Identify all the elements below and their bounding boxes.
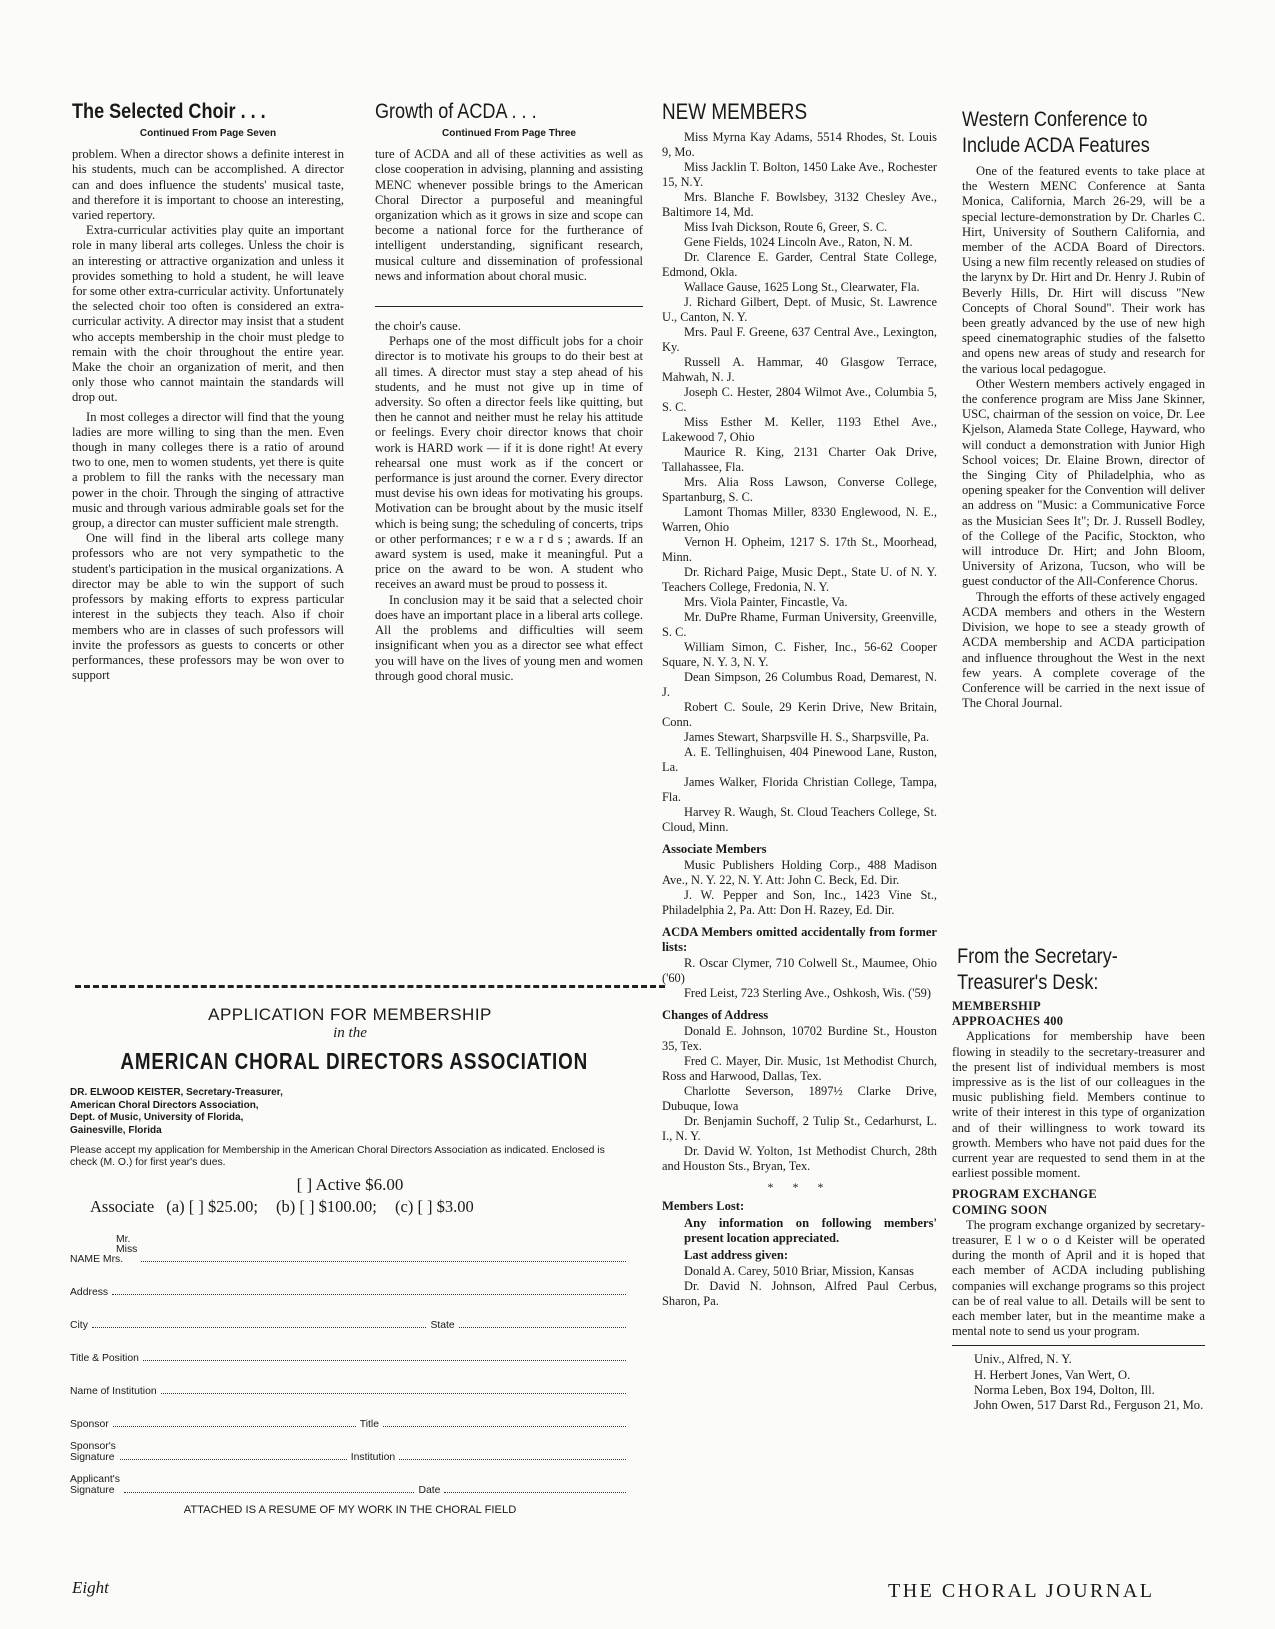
applicant-signature-field[interactable] <box>70 1463 630 1496</box>
article-title-growth-of-acda: Growth of ACDA . . . <box>375 100 537 123</box>
name-input-line[interactable] <box>141 1261 626 1262</box>
list-entry: Mr. DuPre Rhame, Furman University, Greenville, S. C. <box>662 610 937 639</box>
continued-note: Continued From Page Seven <box>139 128 277 139</box>
sponsor-signature-label <box>70 1441 116 1463</box>
list-entry: J. Richard Gilbert, Dept. of Music, St. Lawrence U., Canton, N. Y. <box>662 295 937 324</box>
list-entry: Mrs. Alia Ross Lawson, Converse College, Spartanburg, S. C. <box>662 475 937 504</box>
city-label: City <box>70 1320 88 1331</box>
name-label <box>70 1235 137 1265</box>
list-entry: Miss Esther M. Keller, 1193 Ethel Ave., Lakewood 7, Ohio <box>662 415 937 444</box>
divider <box>375 306 643 307</box>
state-input-line[interactable] <box>459 1327 626 1328</box>
sponsor-signature-field[interactable] <box>70 1430 630 1463</box>
lost-list <box>662 1264 937 1309</box>
list-entry: Mrs. Blanche F. Bowlsbey, 3132 Chesley Ave., Baltimore 14, Md. <box>662 190 937 219</box>
dashed-cut-line <box>75 985 665 988</box>
title-position-field[interactable] <box>70 1331 630 1364</box>
miss-label: Miss <box>116 1244 138 1255</box>
mr-label: Mr. <box>116 1234 131 1245</box>
mrs-label: NAME Mrs. <box>70 1254 124 1265</box>
applicant-signature-label-2: Signature <box>70 1485 115 1496</box>
divider <box>952 1345 1205 1346</box>
list-entry: Dr. David N. Johnson, Alfred Paul Cerbus, Sharon, Pa. <box>662 1279 937 1308</box>
list-entry: Dr. David W. Yolton, 1st Methodist Church, 28th and Houston Sts., Bryan, Tex. <box>662 1144 937 1173</box>
associate-membership-options <box>90 1197 630 1217</box>
list-entry: Music Publishers Holding Corp., 488 Madison Ave., N. Y. 22, N. Y. Att: John C. Beck, Ed. Dir. <box>662 858 937 887</box>
paragraph: One will find in the liberal arts college many professors who are not very sympathetic to the student's participation in the musical organizations. A director may be able to win the support of such professors by making efforts to express particular interest in the subjects they teach. Also if choir members who are in classes of such professors will invite the professors as guests to concerts or other performances, these professors may be won over to support <box>72 531 344 683</box>
list-entry: Charlotte Severson, 1897½ Clarke Drive, Dubuque, Iowa <box>662 1084 937 1113</box>
list-entry: Donald A. Carey, 5010 Briar, Mission, Kansas <box>684 1264 914 1278</box>
list-entry: Joseph C. Hester, 2804 Wilmot Ave., Columbia 5, S. C. <box>662 385 937 414</box>
paragraph: Perhaps one of the most difficult jobs for a choir director is to motivate his groups to do their best at all times. A director must stay a step ahead of his students, and he must not give up in time of adversity. So often a director feels like quitting, but then he cannot and neither must he relay his attitude or feelings. Every choir director knows that choir work is HARD work — if it is done right! At every rehearsal one must work as if the concert or performance is just around the corner. Every director must devise his own ideas for motivating his groups. Motivation can be brought about by the music itself which is being sung; the scheduling of concerts, trips or other performances; r e w a r d s ; awards. If an award system is used, make it meaningful. Put a price on the award to be won. A student who receives an award must be proud to possess it. <box>375 334 643 592</box>
column-selected-choir <box>72 100 344 683</box>
list-entry: Fred Leist, 723 Sterling Ave., Oshkosh, Wis. ('59) <box>684 986 932 1000</box>
membership-heading-2: APPROACHES 400 <box>952 1014 1064 1029</box>
sponsor-input-line[interactable] <box>113 1426 356 1427</box>
list-entry: Wallace Gause, 1625 Long St., Clearwater, Fla. <box>684 280 920 294</box>
sponsor-signature-label-1: Sponsor's <box>70 1441 116 1452</box>
list-entry: Vernon H. Opheim, 1217 S. 17th St., Moorhead, Minn. <box>662 535 937 564</box>
list-entry: Miss Jacklin T. Bolton, 1450 Lake Ave., Rochester 15, N.Y. <box>662 160 937 189</box>
associates-list <box>662 858 937 918</box>
list-entry: Miss Ivah Dickson, Route 6, Greer, S. C. <box>684 220 888 234</box>
list-entry: Robert C. Soule, 29 Kerin Drive, New Britain, Conn. <box>662 700 937 729</box>
paragraph: Extra-curricular activities play quite an important role in many liberal arts colleges. Unless the choir is an interesting or attractive organization and unless it provides something to hold a student, he will leave for some other extra-curricular activity. Unfortunately the selected choir too often is considered an extra-curricular activity. A director may insist that a student who accepts membership in the choir must pledge to remain with the choir throughout the entire year. Make the choir an organization of merit, and then only those who cannot maintain the standards will drop out. <box>72 223 344 405</box>
column-secretary-desk <box>952 945 1205 1413</box>
paragraph: Through the efforts of these actively engaged ACDA members and others in the Western Division, we hope to see a steady growth of ACDA membership and ACDA participation and influence throughout the West in the next few years. A complete coverage of the Conference will be carried in the next issue of The Choral Journal. <box>962 589 1205 711</box>
list-entry: Mrs. Paul F. Greene, 637 Central Ave., Lexington, Ky. <box>662 325 937 354</box>
city-state-field[interactable] <box>70 1298 630 1331</box>
list-entry: James Walker, Florida Christian College, Tampa, Fla. <box>662 775 937 804</box>
list-entry: J. W. Pepper and Son, Inc., 1423 Vine St., Philadelphia 2, Pa. Att: Don H. Razey, Ed. Dir. <box>662 888 937 917</box>
list-entry: Fred C. Mayer, Dir. Music, 1st Methodist Church, Ross and Harwood, Dallas, Tex. <box>662 1054 937 1083</box>
members-list <box>662 130 937 835</box>
paragraph: In most colleges a director will find that the young ladies are more willing to sing than the men. Even though in many colleges there is a ratio of around two to one, men to women students, yet there is quite a problem to fill the ranks with the necessary man power in the choir. Through the singing of attractive music and through various admirable goals set for the group, a director can muster sufficient male strength. <box>72 409 344 531</box>
address-line: DR. ELWOOD KEISTER, Secretary-Treasurer, <box>70 1087 283 1098</box>
publication-name: THE CHORAL JOURNAL <box>888 1580 1155 1602</box>
last-address-heading: Last address given: <box>684 1248 789 1262</box>
article-title-western-line2: Include ACDA Features <box>962 134 1150 157</box>
paragraph: In conclusion may it be said that a selected choir does have an important place in a liberal arts college. All the problems and difficulties will seem insignificant when you as a director see what effect you will have on the lives of young men and women through good choral music. <box>375 592 643 683</box>
list-entry: A. E. Tellinghuisen, 404 Pinewood Lane, Ruston, La. <box>662 745 937 774</box>
institution-name-label: Name of Institution <box>70 1386 157 1397</box>
paragraph: ture of ACDA and all of these activities as well as close cooperation in advising, planning and assisting MENC whenever possible brings to the American Choral Director a purposeful and meaningful organization which as it grows in size and scope can become a national force for the furtherance of intelligent understanding, significant research, musical culture and dissemination of professional news and information about choral music. <box>375 147 643 283</box>
list-entry: John Owen, 517 Darst Rd., Ferguson 21, Mo. <box>974 1398 1204 1413</box>
sponsor-signature-input-line[interactable] <box>120 1459 347 1460</box>
associate-option-b[interactable]: (b) [ ] $100.00; <box>276 1197 377 1216</box>
sponsor-title-label: Title <box>359 1419 379 1430</box>
list-entry: Russell A. Hammar, 40 Glasgow Terrace, Mahwah, N. J. <box>662 355 937 384</box>
state-label: State <box>430 1320 455 1331</box>
program-heading-1: PROGRAM EXCHANGE <box>952 1187 1097 1202</box>
address-label: Address <box>70 1287 109 1298</box>
institution-name-input-line[interactable] <box>161 1393 626 1394</box>
associate-option-c[interactable]: (c) [ ] $3.00 <box>395 1197 474 1216</box>
tail-list <box>952 1352 1205 1413</box>
paragraph: The program exchange organized by secretary-treasurer, E l w o o d Keister will be operated during the month of April and it is hoped that each member of ACDA including publishing companies will exchange programs so this project can be of real value to all. Details will be sent to each member later, but in the meantime make a mental note to send us your program. <box>952 1217 1205 1339</box>
changes-list <box>662 1024 937 1174</box>
article-title-selected-choir: The Selected Choir . . . <box>72 100 266 123</box>
date-input-line[interactable] <box>444 1492 626 1493</box>
column-growth-of-acda <box>375 100 643 684</box>
list-entry: Dr. Richard Paige, Music Dept., State U. of N. Y. Teachers College, Fredonia, N. Y. <box>662 565 937 594</box>
article-title-western-line1: Western Conference to <box>962 108 1148 131</box>
attached-resume-note: ATTACHED IS A RESUME OF MY WORK IN THE CHORAL FIELD <box>183 1504 517 1516</box>
associate-members-heading: Associate Members <box>662 842 767 856</box>
continued-note: Continued From Page Three <box>442 128 576 139</box>
address-line: Gainesville, Florida <box>70 1124 162 1136</box>
list-entry: Harvey R. Waugh, St. Cloud Teachers College, St. Cloud, Minn. <box>662 805 937 834</box>
application-in-the: in the <box>333 1025 367 1041</box>
application-statement: Please accept my application for Membership in the American Choral Directors Association as indicated. Enclosed is check (M. O.) for first year's dues. <box>70 1145 605 1168</box>
institution-input-line[interactable] <box>399 1459 626 1460</box>
program-heading-2: COMING SOON <box>952 1202 1048 1217</box>
list-entry: H. Herbert Jones, Van Wert, O. <box>974 1367 1131 1382</box>
associate-label: Associate <box>90 1197 155 1216</box>
applicant-signature-input-line[interactable] <box>124 1492 415 1493</box>
list-entry: Maurice R. King, 2131 Charter Oak Drive, Tallahassee, Fla. <box>662 445 937 474</box>
list-entry: R. Oscar Clymer, 710 Colwell St., Maumee, Ohio ('60) <box>662 956 937 985</box>
column-western-conference <box>962 108 1205 711</box>
sponsor-signature-label-2: Signature <box>70 1452 115 1463</box>
list-entry: Dean Simpson, 26 Columbus Road, Demarest, N. J. <box>662 670 937 699</box>
list-entry: Gene Fields, 1024 Lincoln Ave., Raton, N. M. <box>684 235 913 249</box>
associate-option-a[interactable]: (a) [ ] $25.00; <box>166 1197 258 1216</box>
address-line: Dept. of Music, University of Florida, <box>70 1112 244 1123</box>
address-line: American Choral Directors Association, <box>70 1099 259 1111</box>
mailing-address <box>70 1087 630 1137</box>
paragraph: One of the featured events to take place at the Western MENC Conference at Santa Monica, California, March 26-29, will be a special lecture-demonstration by Dr. Charles C. Hirt, University of Southern California, and member of the ACDA Board of Directors. Using a new film recently released on studies of the larynx by Dr. Hirt and Dr. Henry J. Rubin of Beverly Hills, Dr. Hirt will discuss "New Concepts of Choral Sound". Their work has been greatly advanced by the use of new high speed cinematographic studies of the falsetto and opens new areas of study and research for the various local pedagogue. <box>962 164 1205 376</box>
sponsor-label: Sponsor <box>70 1419 109 1430</box>
paragraph: problem. When a director shows a definite interest in his students, much can be accomplished. A director can and does influence the students' musical taste, and therefore it is important to choose an interesting, varied repertory. <box>72 147 344 223</box>
paragraph: the choir's cause. <box>375 319 461 334</box>
paragraph: Applications for membership have been flowing in steadily to the secretary-treasurer and the present list of individual members is most impressive as is the list of our colleagues in the music publishing field. Members continue to write of their interest in this type of organization and of their willingness to work toward its growth. Members who have not paid dues for the current year are requested to send them in at the earliest possible moment. <box>952 1029 1205 1181</box>
list-entry: Norma Leben, Box 194, Dolton, Ill. <box>974 1382 1155 1397</box>
omitted-members-heading: ACDA Members omitted accidentally from former lists: <box>662 925 937 954</box>
list-entry: William Simon, C. Fisher, Inc., 56-62 Cooper Square, N. Y. 3, N. Y. <box>662 640 937 669</box>
section-ornament: * * * <box>767 1180 832 1194</box>
list-entry: Mrs. Viola Painter, Fincastle, Va. <box>684 595 848 609</box>
list-entry: James Stewart, Sharpsville H. S., Sharpsville, Pa. <box>684 730 930 744</box>
sponsor-field[interactable] <box>70 1397 630 1430</box>
changes-of-address-heading: Changes of Address <box>662 1008 769 1022</box>
title-position-input-line[interactable] <box>143 1360 626 1361</box>
paragraph: Other Western members actively engaged in the conference program are Miss Jane Skinner, USC, chairman of the session on voice, Dr. Lee Kjelson, Alameda State College, Hayward, who will conduct a demonstration with Junior High School voices; Dr. Elaine Brown, director of the Singing City of Philadelphia, who as opening speaker for the Convention will deliver an address on "Music: a Communicative Force as the Musician Sees It"; Dr. J. Russell Bodley, of the College of the Pacific, Stockton, who will introduce Dr. Hirt; and John Bloom, University of Arizona, Tucson, who will be guest conductor of the All-Conference Chorus. <box>962 376 1205 589</box>
date-label: Date <box>418 1485 441 1496</box>
institution-name-field[interactable] <box>70 1364 630 1397</box>
name-field[interactable] <box>70 1223 630 1265</box>
list-entry: Dr. Clarence E. Garder, Central State College, Edmond, Okla. <box>662 250 937 279</box>
column-new-members <box>662 100 937 1309</box>
city-input-line[interactable] <box>92 1327 427 1328</box>
institution-label: Institution <box>350 1452 396 1463</box>
list-entry: Miss Myrna Kay Adams, 5514 Rhodes, St. Louis 9, Mo. <box>662 130 937 159</box>
membership-heading-1: MEMBERSHIP <box>952 999 1042 1013</box>
sponsor-title-input-line[interactable] <box>383 1426 626 1427</box>
application-form <box>70 1005 630 1516</box>
list-entry: Univ., Alfred, N. Y. <box>974 1352 1072 1367</box>
section-title-secretary-line1: From the Secretary- <box>957 945 1118 968</box>
address-input-line[interactable] <box>112 1294 626 1295</box>
address-field[interactable] <box>70 1265 630 1298</box>
list-entry: Lamont Thomas Miller, 8330 Englewood, N. E., Warren, Ohio <box>662 505 937 534</box>
members-lost-note: Any information on following members' present location appreciated. <box>684 1216 937 1245</box>
section-title-secretary-line2: Treasurer's Desk: <box>957 971 1099 994</box>
page-number: Eight <box>72 1578 109 1597</box>
applicant-signature-label-1: Applicant's <box>70 1474 120 1485</box>
list-entry: Donald E. Johnson, 10702 Burdine St., Houston 35, Tex. <box>662 1024 937 1053</box>
members-lost-heading: Members Lost: <box>662 1199 745 1213</box>
application-title: APPLICATION FOR MEMBERSHIP <box>208 1005 492 1024</box>
association-name: AMERICAN CHORAL DIRECTORS ASSOCIATION <box>120 1048 589 1074</box>
section-title-new-members: NEW MEMBERS <box>662 99 808 124</box>
title-position-label: Title & Position <box>70 1353 139 1364</box>
list-entry: Dr. Benjamin Suchoff, 2 Tulip St., Cedarhurst, L. I., N. Y. <box>662 1114 937 1143</box>
active-membership-option[interactable]: [ ] Active $6.00 <box>296 1175 404 1194</box>
omitted-list <box>662 956 937 1001</box>
applicant-signature-label <box>70 1474 120 1496</box>
